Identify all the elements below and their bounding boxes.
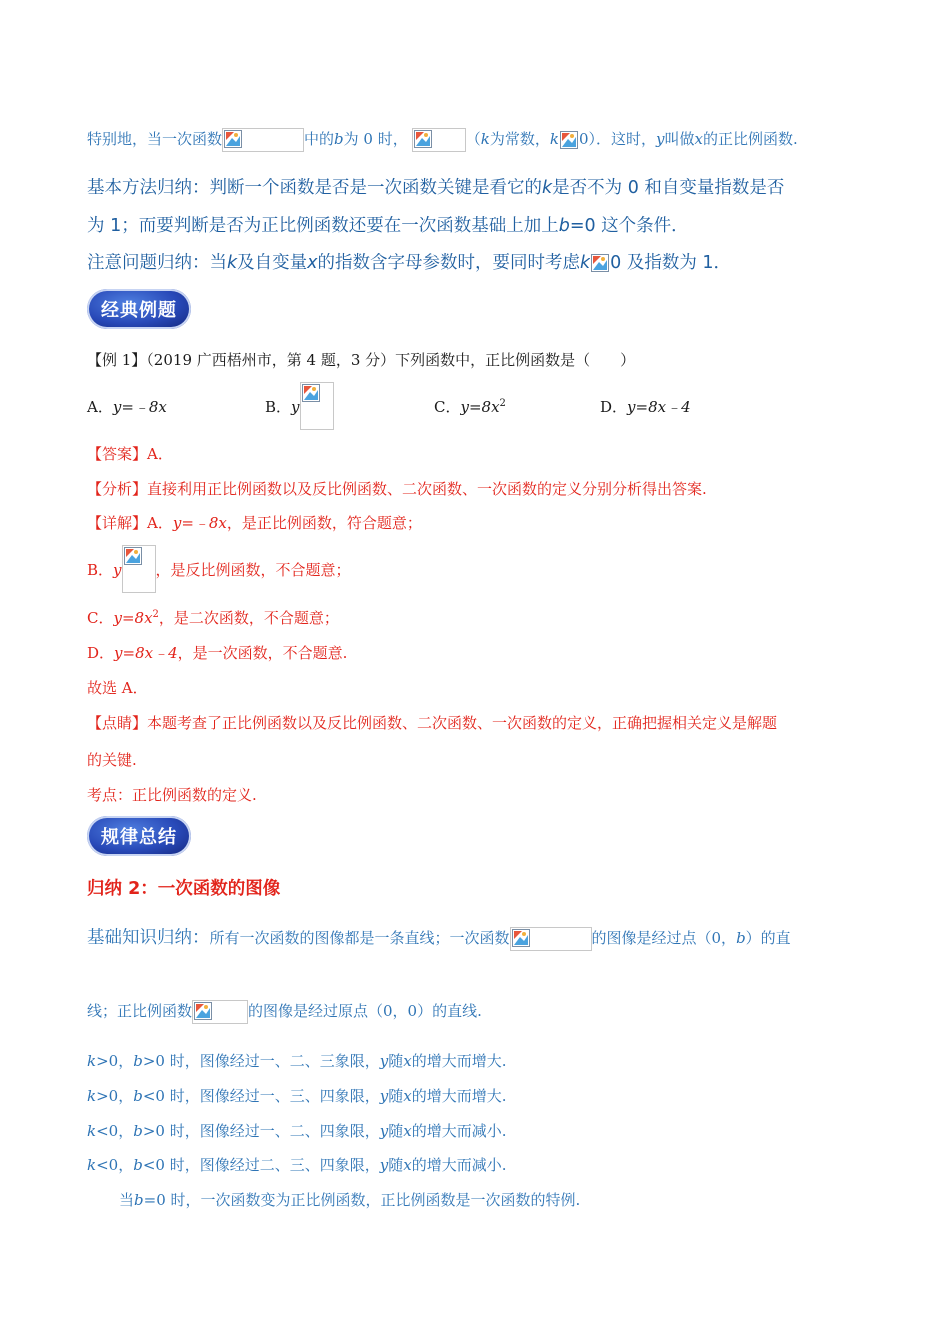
analysis: 【分析】直接利用正比例函数以及反比例函数、二次函数、一次函数的定义分别分析得出答案. (87, 480, 707, 498)
broken-image-icon (224, 130, 242, 148)
detail-b: B．y ，是反比例函数，不合题意； (87, 545, 351, 593)
detail-a: 【详解】A．y=﹣8x，是正比例函数，符合题意； (87, 514, 422, 532)
option-d: D．y=8x﹣4 (600, 398, 691, 416)
formula-image (192, 1000, 248, 1024)
answer: 【答案】A． (87, 445, 173, 463)
broken-image-icon (302, 384, 320, 402)
section-badge-summary: 规律总结 (87, 816, 191, 856)
option-b: B．y (265, 382, 334, 430)
option-c: C．$y=8x^2$ (434, 398, 506, 416)
comment-line-2: 的关键. (87, 751, 137, 769)
intro-text: 特别地，当一次函数 (87, 130, 223, 148)
formula-image (222, 128, 304, 152)
broken-image-icon (124, 547, 142, 565)
rule-item: k<0，b<0 时，图像经过二、三、四象限，y随x的增大而减小. (87, 1156, 507, 1174)
broken-image-icon (560, 131, 578, 149)
method-line-2: 为 1；而要判断是否为正比例函数还要在一次函数基础上加上b=0 这个条件． (87, 216, 689, 236)
detail-c: C．$y=8x^2$，是二次函数，不合题意； (87, 609, 339, 627)
neq-image (590, 253, 610, 273)
choose: 故选 A． (87, 679, 148, 697)
fraction-image (300, 382, 334, 430)
example-title: 【例 1】（2019 广西梧州市，第 4 题，3 分）下列函数中，正比例函数是（ ） (87, 351, 636, 369)
formula-image (412, 128, 466, 152)
broken-image-icon (512, 929, 530, 947)
section-badge-examples: 经典例题 (87, 289, 191, 329)
knowledge-point: 考点：正比例函数的定义. (87, 786, 257, 804)
broken-image-icon (591, 254, 609, 272)
rule-item: k>0，b<0 时，图像经过一、三、四象限，y随x的增大而增大. (87, 1087, 507, 1105)
rule-item: k<0，b>0 时，图像经过一、二、四象限，y随x的增大而减小. (87, 1122, 507, 1140)
neq-image (559, 130, 579, 150)
summary-last: 当b=0 时，一次函数变为正比例函数，正比例函数是一次函数的特例. (119, 1191, 581, 1209)
broken-image-icon (414, 130, 432, 148)
detail-d: D．y=8x﹣4，是一次函数，不合题意. (87, 644, 348, 662)
intro-line: 特别地，当一次函数 中的b为 0 时， （k为常数，k 0）．这时，y叫做x的正比例函数. (87, 128, 798, 152)
summary-line-1: 基础知识归纳：所有一次函数的图像都是一条直线；一次函数 的图像是经过点（0，b）的直 (87, 924, 791, 951)
summary-heading: 归纳 2：一次函数的图像 (87, 879, 281, 899)
rule-item: k>0，b>0 时，图像经过一、二、三象限，y随x的增大而增大. (87, 1052, 507, 1070)
summary-line-2: 线；正比例函数 的图像是经过原点（0，0）的直线. (87, 1000, 482, 1024)
broken-image-icon (194, 1002, 212, 1020)
comment-line-1: 【点睛】本题考查了正比例函数以及反比例函数、二次函数、一次函数的定义，正确把握相关定义是解题 (87, 714, 778, 732)
notice-line: 注意问题归纳：当k及自变量x的指数含字母参数时，要同时考虑k 0 及指数为 1． (87, 253, 732, 273)
method-line-1: 基本方法归纳：判断一个函数是否是一次函数关键是看它的k是否不为 0 和自变量指数是否 (87, 178, 785, 198)
formula-image (510, 927, 592, 951)
option-a: A．y=﹣8x (87, 398, 167, 416)
fraction-image (122, 545, 156, 593)
